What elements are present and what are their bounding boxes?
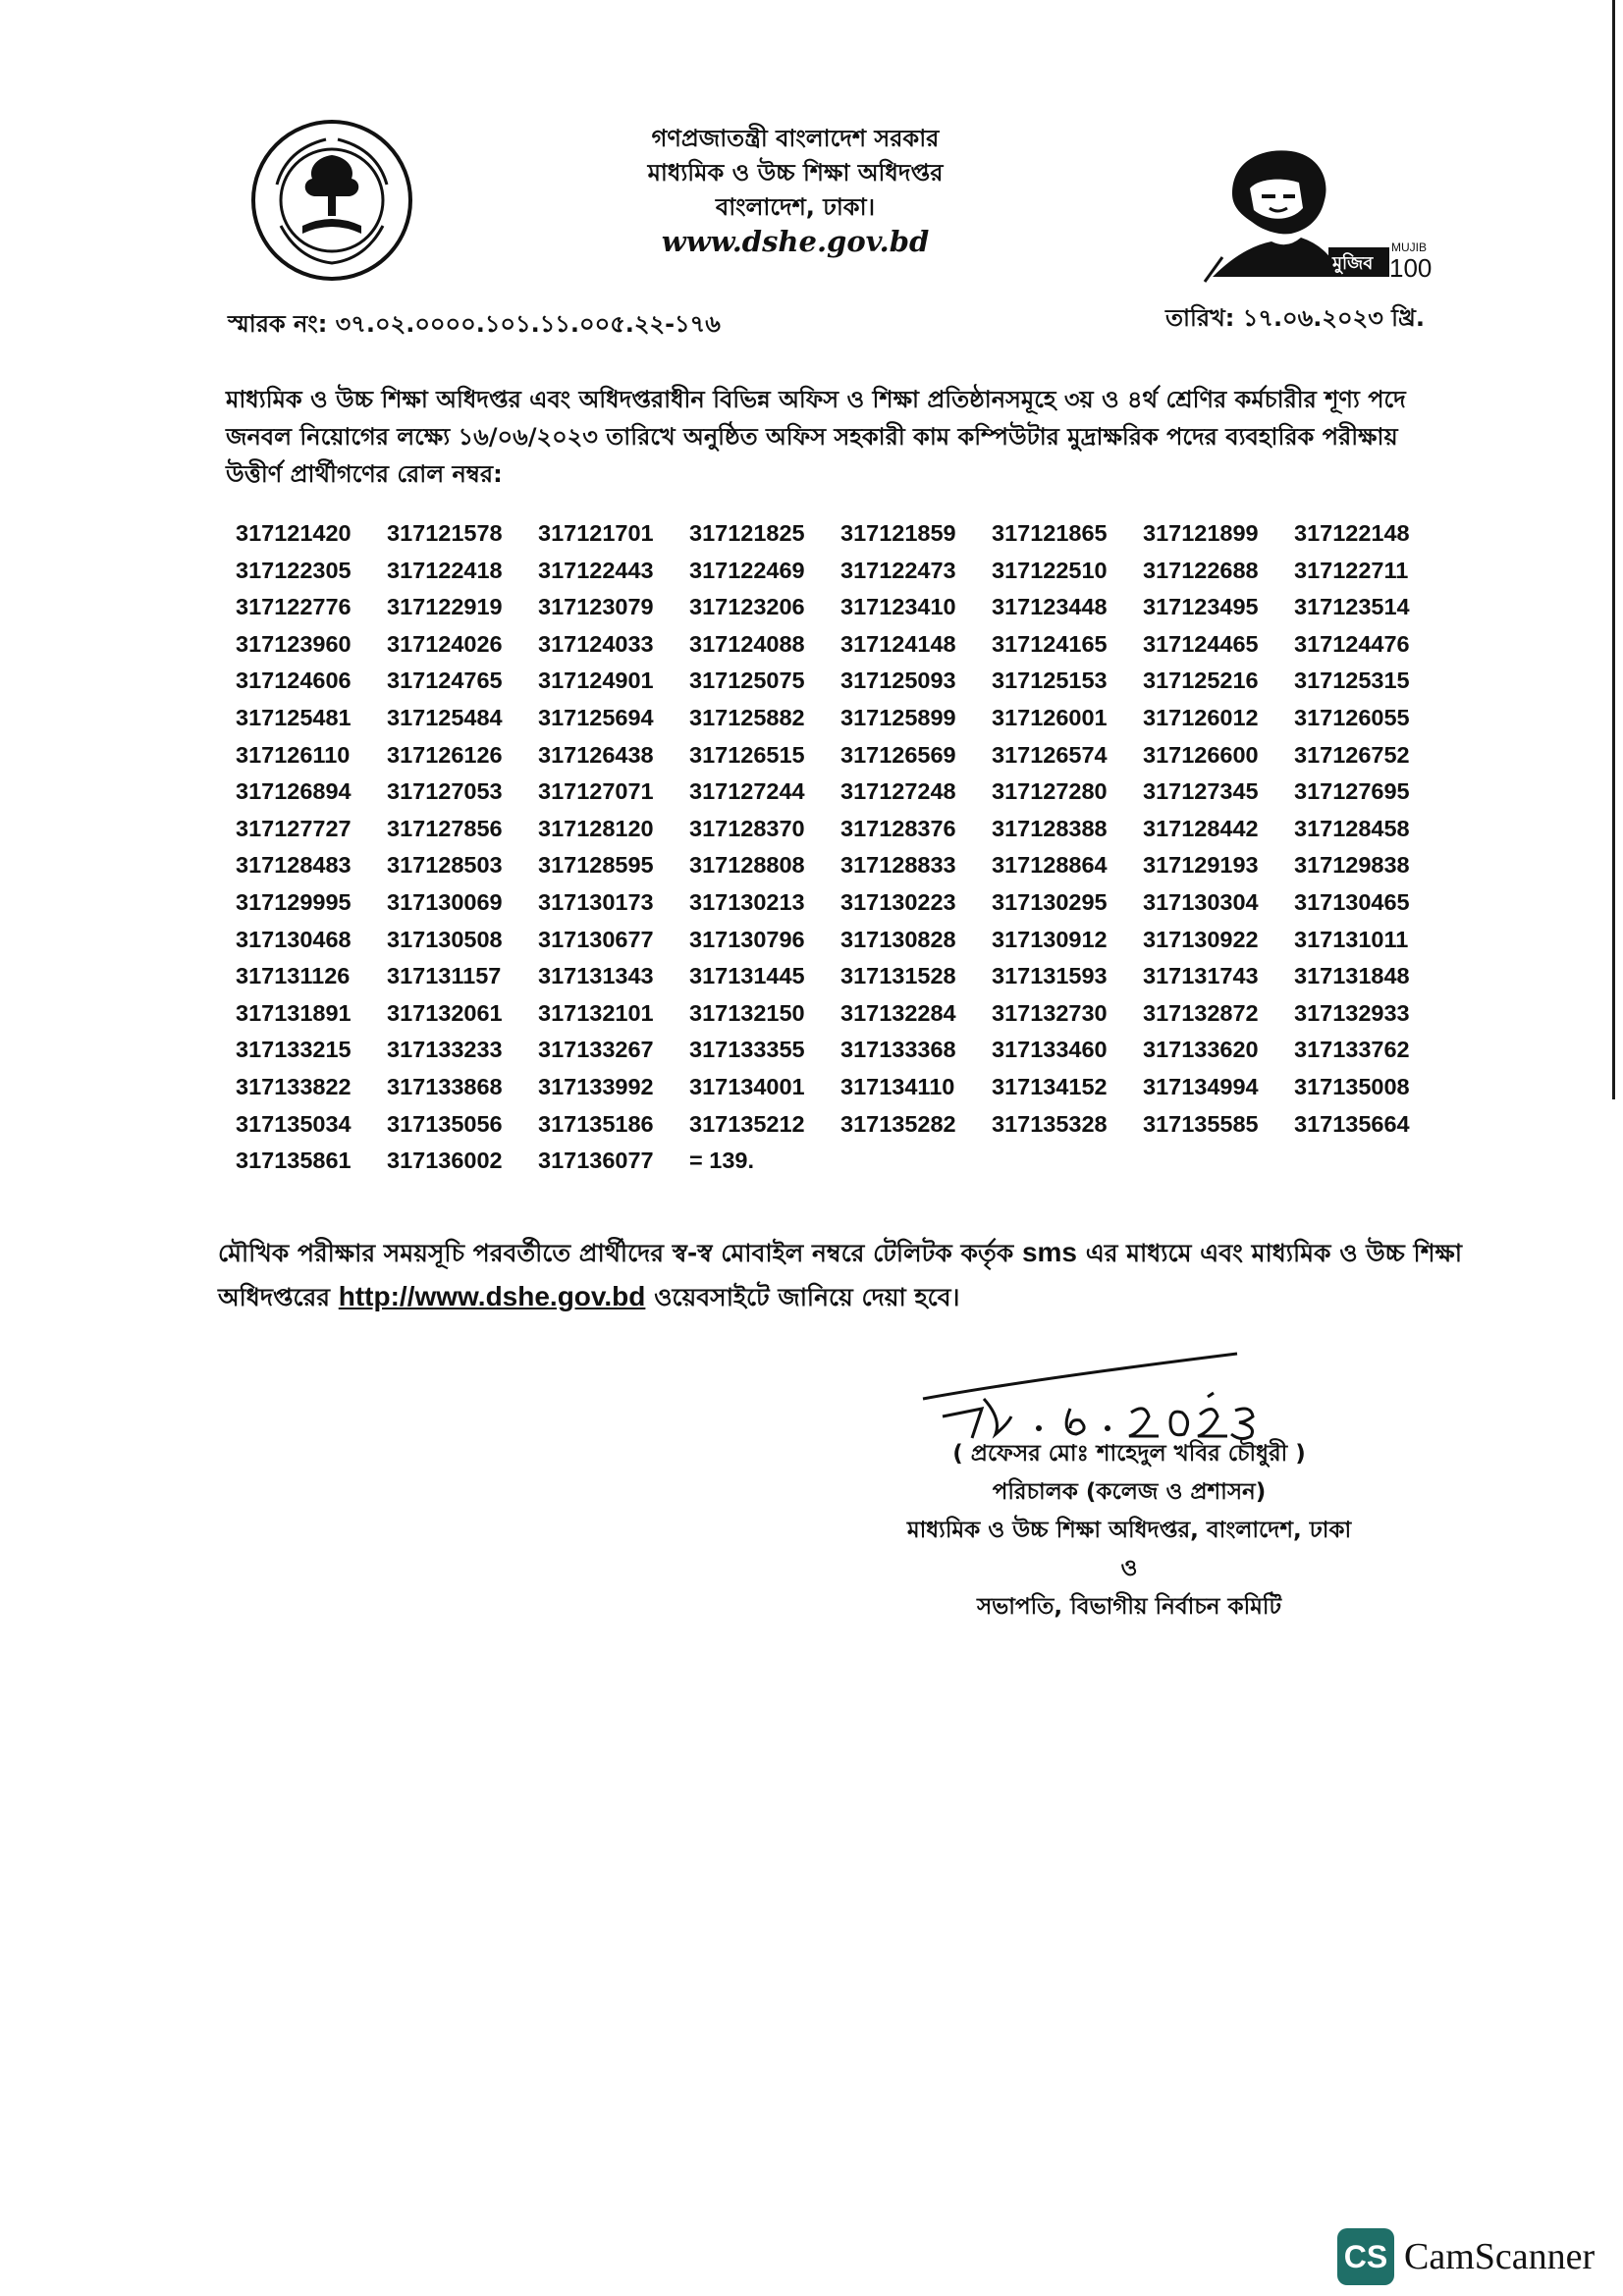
roll-number: 317125899 [840,704,956,730]
roll-number: 317130796 [689,926,805,952]
roll-number: 317126574 [992,741,1108,768]
svg-text:100: 100 [1389,253,1433,283]
roll-number: 317132284 [840,999,956,1026]
roll-number: 317130828 [840,926,956,952]
roll-number: 317127053 [387,778,503,805]
roll-number: 317125093 [840,667,956,694]
roll-number: 317133822 [236,1073,352,1099]
roll-number: 317133460 [992,1037,1108,1063]
roll-number: 317122919 [387,594,503,620]
mujib-100-logo [1193,139,1433,287]
svg-text:মুজিব: মুজিব [1332,253,1374,274]
notice-text-2: এর মাধ্যমে এবং মাধ্যমিক ও উচ্চ শিক্ষা অধিদপ্তরের [218,1239,1462,1311]
roll-number: 317128595 [538,852,654,879]
roll-number: 317124165 [992,630,1108,657]
roll-number: 317131343 [538,963,654,989]
notice-text-3: ওয়েবসাইটে জানিয়ে দেয়া হবে। [645,1283,960,1311]
viva-notice [218,1231,1465,1319]
roll-number: 317134001 [689,1073,805,1099]
roll-number: 317128442 [1143,815,1259,841]
roll-number: 317128864 [992,852,1108,879]
roll-number: 317124606 [236,667,352,694]
roll-number: 317128376 [840,815,956,841]
camscanner-icon: CS [1337,2228,1394,2285]
notice-text-1: মৌখিক পরীক্ষার সময়সূচি পরবর্তীতে প্রার্থীদের স্ব-স্ব মোবাইল নম্বরে টেলিটক কর্তৃক [218,1239,1022,1267]
svg-text:MUJIB: MUJIB [1391,240,1427,254]
roll-number: 317130912 [992,926,1108,952]
roll-number: 317127727 [236,815,352,841]
roll-number: 317128458 [1294,815,1410,841]
roll-number: 317135008 [1294,1073,1410,1099]
signatory-name: ( প্রফেসর মোঃ শাহেদুল খবির চৌধুরী ) [952,1441,1306,1467]
roll-number: 317131445 [689,963,805,989]
intro-paragraph [226,381,1422,493]
roll-number: 317126894 [236,778,352,805]
roll-number: 317132872 [1143,999,1259,1026]
roll-number: 317126600 [1143,741,1259,768]
roll-number: 317133368 [840,1037,956,1063]
roll-number: 317135664 [1294,1110,1410,1137]
roll-number: 317129193 [1143,852,1259,879]
roll-number: 317122443 [538,557,654,583]
roll-number: 317132150 [689,999,805,1026]
roll-number: 317124026 [387,630,503,657]
roll-number: 317122711 [1294,557,1409,583]
roll-number: 317135282 [840,1110,956,1137]
roll-number: 317127248 [840,778,956,805]
directorate-title: মাধ্যমিক ও উচ্চ শিক্ষা অধিদপ্তর [647,159,944,187]
website-text: www.dshe.gov.bd [661,225,930,258]
signatory-title: পরিচালক (কলেজ ও প্রশাসন) [992,1479,1267,1505]
roll-number: 317124465 [1143,630,1259,657]
roll-number: 317129838 [1294,852,1410,879]
roll-number: 317132101 [538,999,654,1026]
roll-number: 317128808 [689,852,805,879]
roll-number: 317123206 [689,594,805,620]
roll-number: 317122148 [1294,520,1410,546]
roll-number: 317124765 [387,667,503,694]
roll-number: 317130468 [236,926,352,952]
roll-number: 317131593 [992,963,1108,989]
roll-number: 317135585 [1143,1110,1259,1137]
roll-number: 317130508 [387,926,503,952]
roll-number: 317135186 [538,1110,654,1137]
signatory-and: ও [1120,1556,1138,1581]
signatory-block [854,1435,1404,1627]
post-name: অফিস সহকারী কাম কম্পিউটার মুদ্রাক্ষরিক [766,423,1159,451]
signatory-office: মাধ্যমিক ও উচ্চ শিক্ষা অধিদপ্তর, বাংলাদেশ, ঢাকা [906,1518,1352,1543]
roll-number: 317123410 [840,594,956,620]
roll-number: 317134994 [1143,1073,1259,1099]
website-link[interactable]: http://www.dshe.gov.bd [338,1281,646,1311]
roll-number-grid [236,515,1445,1180]
roll-number: 317122688 [1143,557,1259,583]
roll-number: 317124033 [538,630,654,657]
roll-number: 317123495 [1143,594,1259,620]
roll-number: 317127280 [992,778,1108,805]
roll-number: 317131011 [1294,926,1409,952]
roll-number: 317132061 [387,999,503,1026]
roll-number: 317130922 [1143,926,1259,952]
roll-number: 317130173 [538,888,654,915]
roll-number: 317124901 [538,667,654,694]
roll-number: 317127345 [1143,778,1259,805]
roll-number: 317128833 [840,852,956,879]
roll-number: 317133233 [387,1037,503,1063]
roll-number: 317123514 [1294,594,1410,620]
roll-number: 317134152 [992,1073,1108,1099]
intro-text-1: মাধ্যমিক ও উচ্চ শিক্ষা অধিদপ্তর এবং অধিদপ্তরাধীন বিভিন্ন অফিস ও শিক্ষা প্রতিষ্ঠানসমূহে ৩য় ও ৪র্থ শ্রেণির কর্মচারীর শূণ্য পদে জনবল নিয়োগের লক্ষ্যে ১৬/০৬/২০২৩ তারিখে অনুষ্ঠিত [226,386,1406,451]
roll-number: 317127856 [387,815,503,841]
roll-number: 317133620 [1143,1037,1259,1063]
roll-number: 317121865 [992,520,1108,546]
roll-number: 317125484 [387,704,503,730]
roll-number: 317124148 [840,630,956,657]
roll-total: = 139. [689,1148,754,1174]
roll-number: 317121701 [538,520,654,546]
roll-number: 317130465 [1294,888,1410,915]
roll-number: 317126110 [236,741,351,768]
handwritten-signature [913,1340,1286,1448]
roll-number: 317128503 [387,852,503,879]
roll-number: 317125882 [689,704,805,730]
roll-number: 317133215 [236,1037,352,1063]
roll-number: 317124476 [1294,630,1410,657]
roll-number: 317126438 [538,741,654,768]
roll-number: 317123448 [992,594,1108,620]
roll-number: 317128120 [538,815,654,841]
roll-number: 317121859 [840,520,956,546]
emblem-icon [247,116,416,285]
roll-number: 317130304 [1143,888,1259,915]
roll-number: 317130295 [992,888,1108,915]
roll-number: 317136002 [387,1148,503,1174]
roll-number: 317129995 [236,888,352,915]
roll-number: 317135034 [236,1110,352,1137]
roll-number: 317130223 [840,888,956,915]
roll-number: 317125481 [236,704,352,730]
roll-number: 317122469 [689,557,805,583]
letterhead [550,122,1041,259]
roll-number: 317126001 [992,704,1108,730]
roll-number: 317126126 [387,741,503,768]
page-edge-line [1612,0,1615,1099]
roll-number: 317132933 [1294,999,1410,1026]
roll-number: 317127071 [538,778,654,805]
signatory-committee: সভাপতি, বিভাগীয় নির্বাচন কমিটি [976,1594,1282,1620]
roll-number: 317122473 [840,557,956,583]
roll-number: 317134110 [840,1073,955,1099]
roll-number: 317124088 [689,630,805,657]
roll-number: 317128483 [236,852,352,879]
roll-number: 317122305 [236,557,352,583]
roll-number: 317127244 [689,778,805,805]
government-title: গণপ্রজাতন্ত্রী বাংলাদেশ সরকার [651,125,940,152]
roll-number: 317122510 [992,557,1108,583]
roll-number: 317131157 [387,963,502,989]
issue-date: তারিখ: ১৭.০৬.২০২৩ খ্রি. [1165,304,1425,332]
camscanner-watermark [1337,2228,1595,2285]
roll-number: 317135212 [689,1110,805,1137]
roll-number: 317128388 [992,815,1108,841]
roll-number: 317130213 [689,888,805,915]
roll-number: 317131891 [236,999,352,1026]
intro-text-2: পদের ব্যবহারিক পরীক্ষায় উত্তীর্ণ প্রার্থীগণের রোল নম্বর: [226,423,1398,488]
roll-number: 317126515 [689,741,805,768]
roll-number: 317132730 [992,999,1108,1026]
roll-number: 317131528 [840,963,956,989]
roll-number: 317127695 [1294,778,1410,805]
roll-number: 317133267 [538,1037,654,1063]
location-title: বাংলাদেশ, ঢাকা। [715,193,876,221]
roll-number: 317123079 [538,594,654,620]
roll-number: 317125216 [1143,667,1259,694]
roll-number: 317121825 [689,520,805,546]
roll-number: 317126752 [1294,741,1410,768]
roll-number: 317135056 [387,1110,503,1137]
roll-number: 317126012 [1143,704,1259,730]
roll-number: 317126055 [1294,704,1410,730]
camscanner-text: CamScanner [1404,2236,1596,2277]
roll-number: 317135861 [236,1148,352,1174]
roll-number: 317121578 [387,520,503,546]
roll-number: 317131126 [236,963,351,989]
roll-number: 317133762 [1294,1037,1410,1063]
roll-number: 317125694 [538,704,654,730]
roll-number: 317122776 [236,594,352,620]
roll-number: 317125315 [1294,667,1410,694]
roll-number: 317123960 [236,630,352,657]
roll-number: 317125075 [689,667,805,694]
roll-number: 317130677 [538,926,654,952]
roll-number: 317125153 [992,667,1108,694]
roll-number: 317131848 [1294,963,1410,989]
roll-number: 317122418 [387,557,503,583]
roll-number: 317121420 [236,520,352,546]
memo-number: স্মারক নং: ৩৭.০২.০০০০.১০১.১১.০০৫.২২-১৭৬ [228,310,721,338]
roll-number: 317131743 [1143,963,1259,989]
roll-number: 317136077 [538,1148,654,1174]
roll-number: 317121899 [1143,520,1259,546]
roll-number: 317126569 [840,741,956,768]
roll-number: 317128370 [689,815,805,841]
roll-number: 317133355 [689,1037,805,1063]
roll-number: 317130069 [387,888,503,915]
roll-number: 317133992 [538,1073,654,1099]
roll-number: 317133868 [387,1073,503,1099]
roll-number: 317135328 [992,1110,1108,1137]
sms-text: sms [1021,1237,1077,1267]
